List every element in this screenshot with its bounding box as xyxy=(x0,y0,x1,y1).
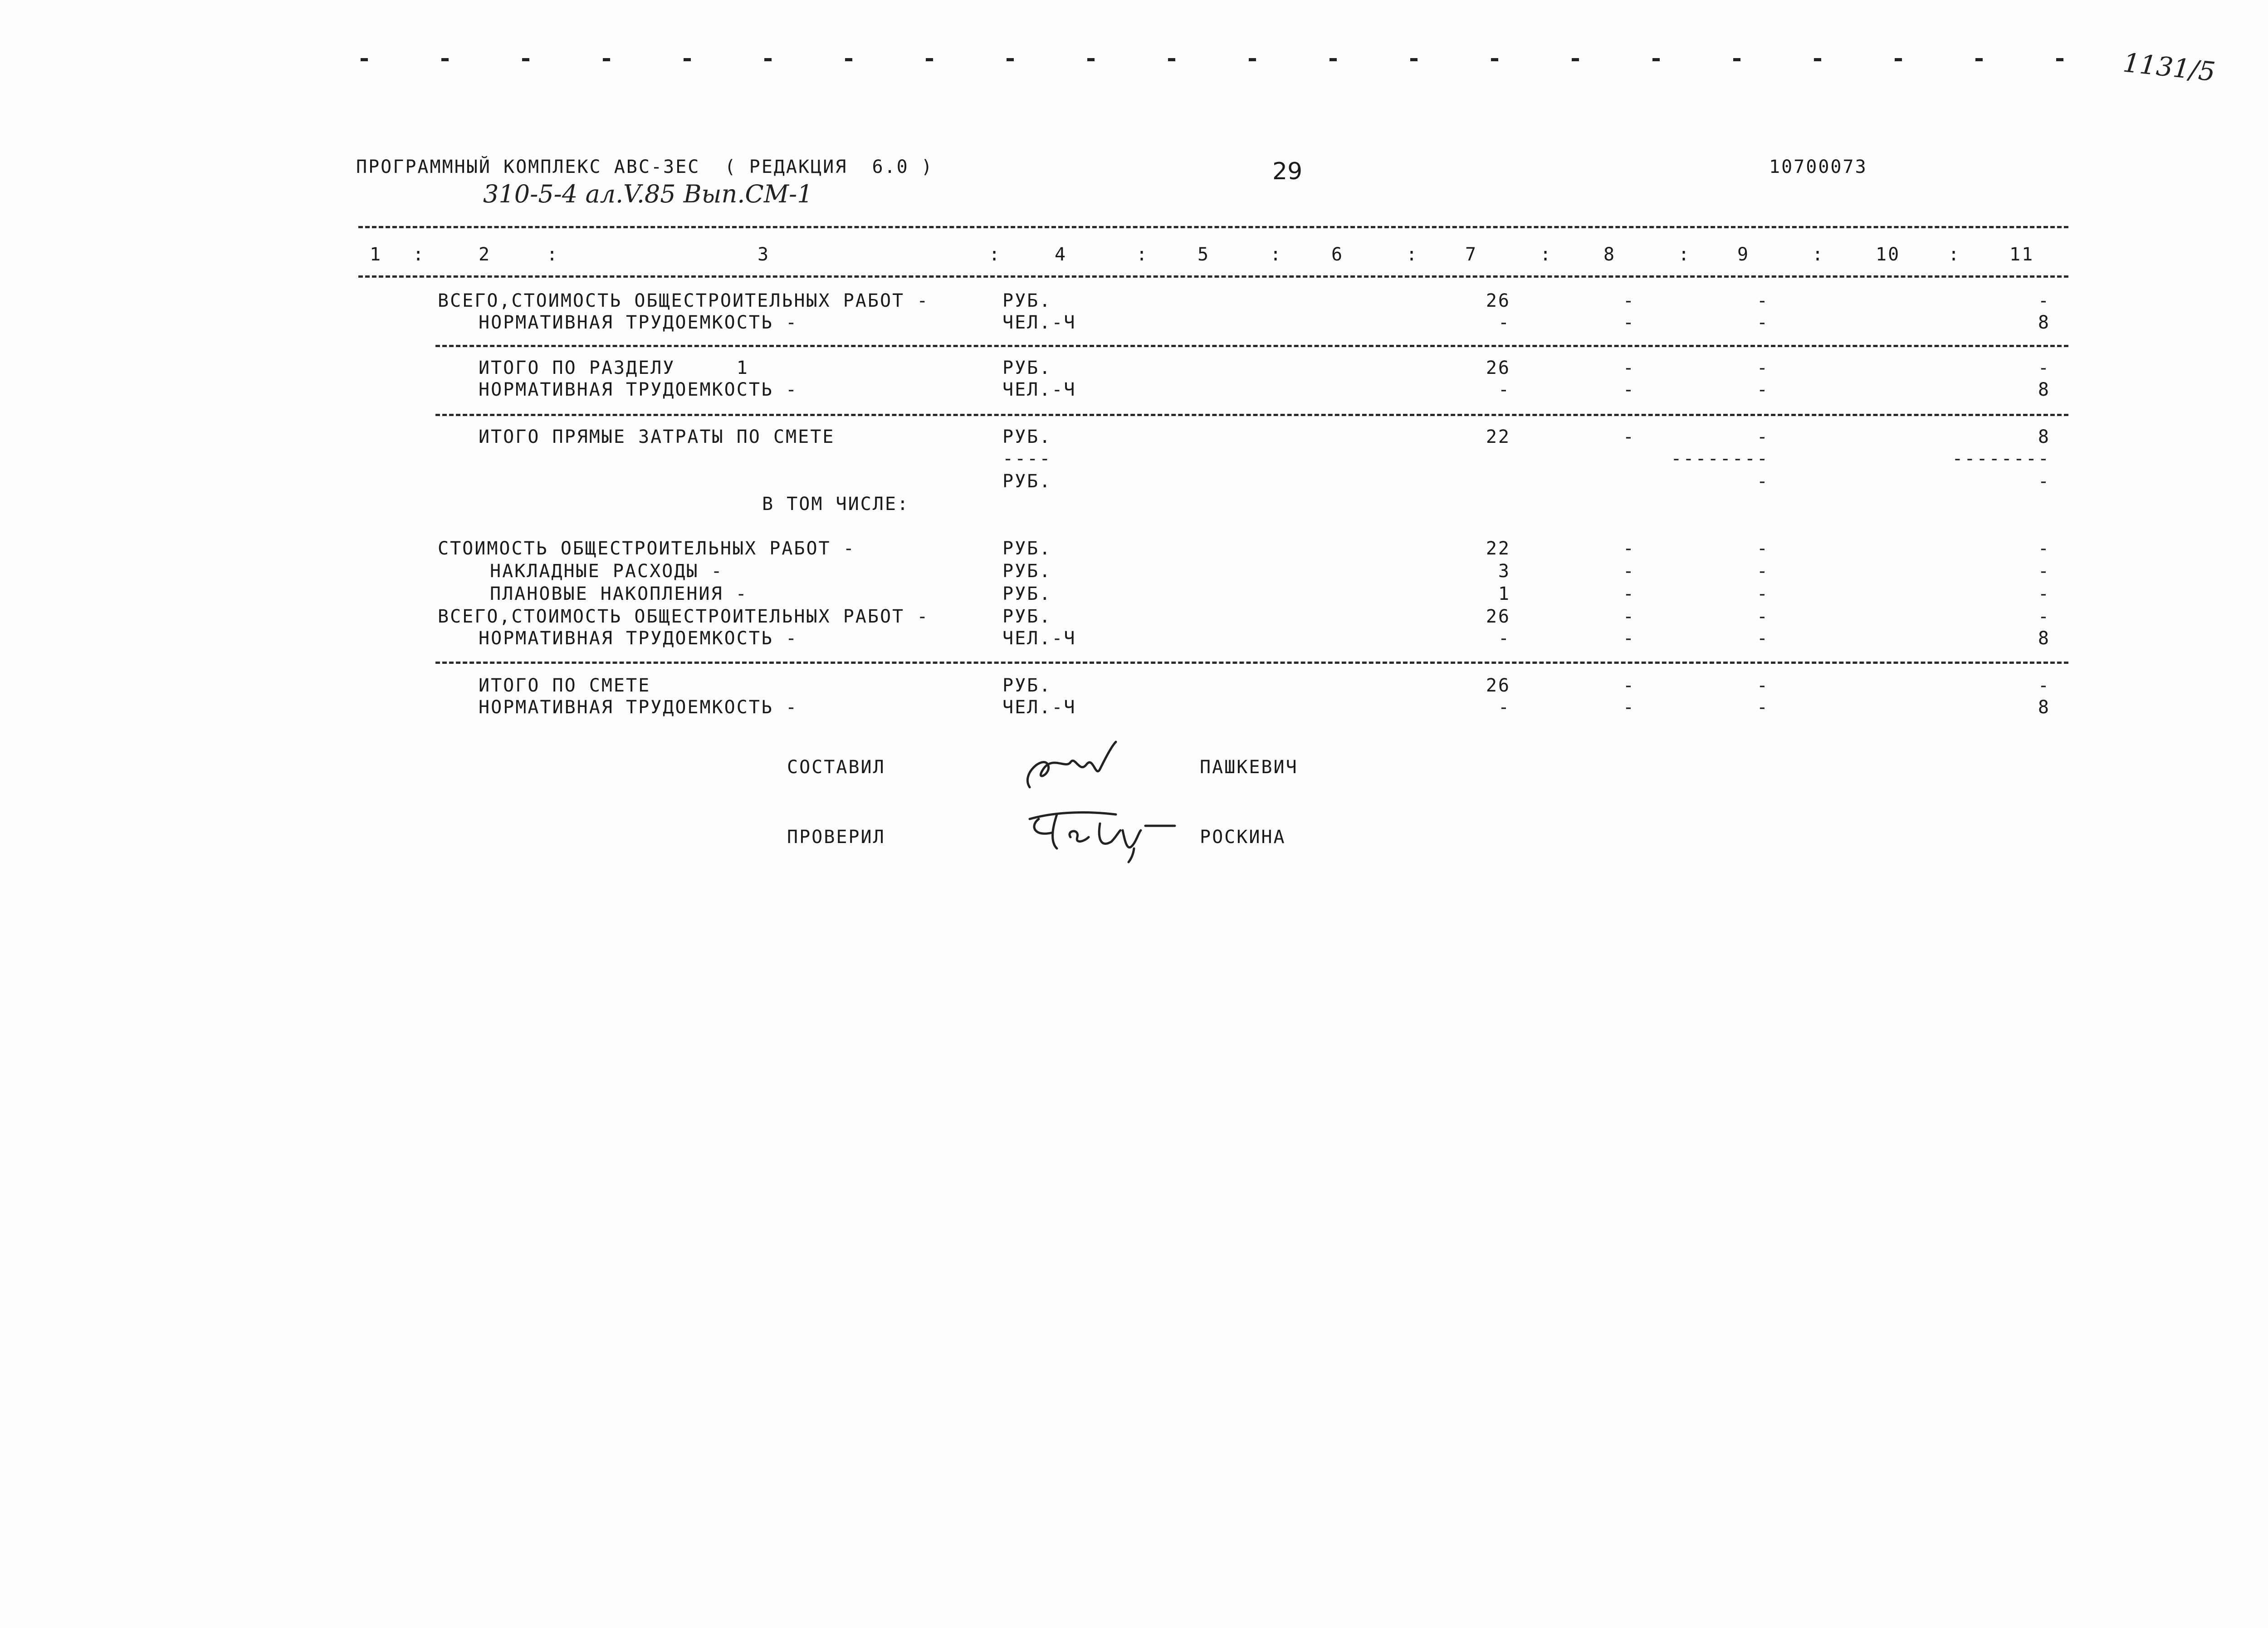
top-dash xyxy=(361,58,368,61)
row-c11: - xyxy=(2038,538,2050,559)
column-separator: : xyxy=(1948,244,1961,265)
row-c11: 8 xyxy=(2038,379,2050,400)
checked-label: ПРОВЕРИЛ xyxy=(787,827,885,848)
row-label: ИТОГО ПО РАЗДЕЛУ 1 xyxy=(479,358,749,378)
row-c9: - xyxy=(1756,379,1769,400)
row-unit: РУБ. xyxy=(1002,675,1052,696)
top-dash xyxy=(1895,58,1902,61)
row-label: НОРМАТИВНАЯ ТРУДОЕМКОСТЬ - xyxy=(479,312,798,333)
top-dash xyxy=(1330,58,1337,61)
row-c7: 22 xyxy=(1486,538,1510,559)
column-header: 4 xyxy=(1055,244,1067,265)
row-c7: 26 xyxy=(1486,358,1510,378)
row-label: НОРМАТИВНАЯ ТРУДОЕМКОСТЬ - xyxy=(479,379,798,400)
row-label: В ТОМ ЧИСЛЕ: xyxy=(762,494,909,515)
rule-header-top xyxy=(358,226,2068,228)
row-c7: 26 xyxy=(1486,675,1510,696)
checked-signature xyxy=(1025,805,1198,864)
row-unit: ЧЕЛ.-Ч xyxy=(1002,628,1076,649)
row-c11: - xyxy=(2038,675,2050,696)
row-c9: - xyxy=(1756,561,1769,582)
top-dash xyxy=(1249,58,1256,61)
page-number: 29 xyxy=(1272,158,1303,185)
top-dash xyxy=(2056,58,2063,61)
handwritten-reference: 310-5-4 ал.V.85 Вып.СМ-1 xyxy=(483,180,813,208)
top-dash xyxy=(1572,58,1579,61)
row-c7: - xyxy=(1498,312,1510,333)
checked-name: РОСКИНА xyxy=(1200,827,1286,848)
row-label: НАКЛАДНЫЕ РАСХОДЫ - xyxy=(490,561,723,582)
top-dash xyxy=(1814,58,1821,61)
top-dash xyxy=(1410,58,1418,61)
column-header: 11 xyxy=(2009,244,2034,265)
row-c8: - xyxy=(1623,379,1635,400)
column-separator: : xyxy=(547,244,559,265)
row-label: НОРМАТИВНАЯ ТРУДОЕМКОСТЬ - xyxy=(479,628,798,649)
top-dash xyxy=(1491,58,1498,61)
row-c9: - xyxy=(1756,628,1769,649)
column-header: 2 xyxy=(479,244,491,265)
top-dash xyxy=(926,58,933,61)
row-label: ИТОГО ПРЯМЫЕ ЗАТРАТЫ ПО СМЕТЕ xyxy=(479,427,835,447)
rule-section-2 xyxy=(435,414,2068,416)
row-c11: - xyxy=(2038,358,2050,378)
compiled-label: СОСТАВИЛ xyxy=(787,757,885,778)
top-dash xyxy=(845,58,852,61)
row-unit: РУБ. xyxy=(1002,290,1052,311)
compiled-signature xyxy=(1016,737,1120,796)
column-separator: : xyxy=(1136,244,1149,265)
row-unit: ---- xyxy=(1002,448,1052,469)
column-separator: : xyxy=(1812,244,1825,265)
compiled-name: ПАШКЕВИЧ xyxy=(1200,757,1298,778)
row-c9: - xyxy=(1756,427,1769,447)
row-c8: - xyxy=(1623,427,1635,447)
row-c11: 8 xyxy=(2038,697,2050,718)
row-label: СТОИМОСТЬ ОБЩЕСТРОИТЕЛЬНЫХ РАБОТ - xyxy=(438,538,855,559)
column-header: 10 xyxy=(1876,244,1901,265)
row-c11: - xyxy=(2038,561,2050,582)
top-dash xyxy=(684,58,691,61)
row-c9: - xyxy=(1756,675,1769,696)
row-c7: 1 xyxy=(1498,584,1510,604)
top-dash xyxy=(1087,58,1095,61)
row-unit: РУБ. xyxy=(1002,561,1052,582)
row-c9: - xyxy=(1756,606,1769,627)
row-c8: - xyxy=(1623,312,1635,333)
row-c8: - xyxy=(1623,606,1635,627)
row-label: НОРМАТИВНАЯ ТРУДОЕМКОСТЬ - xyxy=(479,697,798,718)
row-c7: 26 xyxy=(1486,606,1510,627)
row-unit: ЧЕЛ.-Ч xyxy=(1002,312,1076,333)
column-separator: : xyxy=(1540,244,1553,265)
row-c8: - xyxy=(1623,561,1635,582)
row-c7: 26 xyxy=(1486,290,1510,311)
row-c9: -------- xyxy=(1671,448,1769,469)
column-separator: : xyxy=(413,244,425,265)
row-label: ИТОГО ПО СМЕТЕ xyxy=(479,675,651,696)
row-c7: 22 xyxy=(1486,427,1510,447)
row-c11: 8 xyxy=(2038,427,2050,447)
top-dash xyxy=(603,58,610,61)
row-c9: - xyxy=(1756,358,1769,378)
top-dash xyxy=(1168,58,1175,61)
row-c8: - xyxy=(1623,584,1635,604)
row-label: ПЛАНОВЫЕ НАКОПЛЕНИЯ - xyxy=(490,584,748,604)
row-c11: -------- xyxy=(1952,448,2050,469)
top-dash xyxy=(1975,58,1983,61)
row-unit: ЧЕЛ.-Ч xyxy=(1002,697,1076,718)
row-c8: - xyxy=(1623,675,1635,696)
row-c8: - xyxy=(1623,538,1635,559)
column-header: 8 xyxy=(1603,244,1616,265)
row-c9: - xyxy=(1756,312,1769,333)
top-dash xyxy=(1007,58,1014,61)
top-dash xyxy=(1733,58,1740,61)
rule-section-3 xyxy=(435,662,2068,664)
top-dash xyxy=(441,58,449,61)
row-c7: - xyxy=(1498,379,1510,400)
row-c11: 8 xyxy=(2038,628,2050,649)
row-unit: РУБ. xyxy=(1002,538,1052,559)
row-unit: РУБ. xyxy=(1002,471,1052,492)
column-header: 1 xyxy=(370,244,382,265)
column-separator: : xyxy=(1406,244,1419,265)
row-unit: ЧЕЛ.-Ч xyxy=(1002,379,1076,400)
column-separator: : xyxy=(1678,244,1691,265)
row-label: ВСЕГО,СТОИМОСТЬ ОБЩЕСТРОИТЕЛЬНЫХ РАБОТ - xyxy=(438,606,929,627)
column-header: 7 xyxy=(1465,244,1478,265)
row-c7: - xyxy=(1498,628,1510,649)
column-separator: : xyxy=(1270,244,1283,265)
row-label: ВСЕГО,СТОИМОСТЬ ОБЩЕСТРОИТЕЛЬНЫХ РАБОТ - xyxy=(438,290,929,311)
program-title: ПРОГРАММНЫЙ КОМПЛЕКС АВС-3ЕС ( РЕДАКЦИЯ 6.0 ) xyxy=(356,157,934,177)
row-c11: - xyxy=(2038,584,2050,604)
column-header: 3 xyxy=(758,244,770,265)
row-c9: - xyxy=(1756,697,1769,718)
rule-header-bottom xyxy=(358,275,2068,278)
row-c11: - xyxy=(2038,606,2050,627)
top-dash xyxy=(522,58,529,61)
row-unit: РУБ. xyxy=(1002,358,1052,378)
row-c11: - xyxy=(2038,471,2050,492)
top-dash xyxy=(764,58,772,61)
rule-section-1 xyxy=(435,345,2068,347)
row-unit: РУБ. xyxy=(1002,584,1052,604)
row-unit: РУБ. xyxy=(1002,427,1052,447)
row-c8: - xyxy=(1623,290,1635,311)
row-c7: 3 xyxy=(1498,561,1510,582)
row-c8: - xyxy=(1623,628,1635,649)
row-c8: - xyxy=(1623,697,1635,718)
row-c9: - xyxy=(1756,290,1769,311)
top-dash xyxy=(1652,58,1660,61)
row-c8: - xyxy=(1623,358,1635,378)
column-separator: : xyxy=(989,244,1002,265)
column-header: 5 xyxy=(1198,244,1210,265)
row-c11: 8 xyxy=(2038,312,2050,333)
row-unit: РУБ. xyxy=(1002,606,1052,627)
document-code: 10700073 xyxy=(1769,157,1867,177)
row-c9: - xyxy=(1756,471,1769,492)
row-c7: - xyxy=(1498,697,1510,718)
row-c11: - xyxy=(2038,290,2050,311)
row-c9: - xyxy=(1756,538,1769,559)
column-header: 6 xyxy=(1331,244,1344,265)
corner-number: 1131/5 xyxy=(2121,47,2217,88)
column-header: 9 xyxy=(1737,244,1750,265)
row-c9: - xyxy=(1756,584,1769,604)
